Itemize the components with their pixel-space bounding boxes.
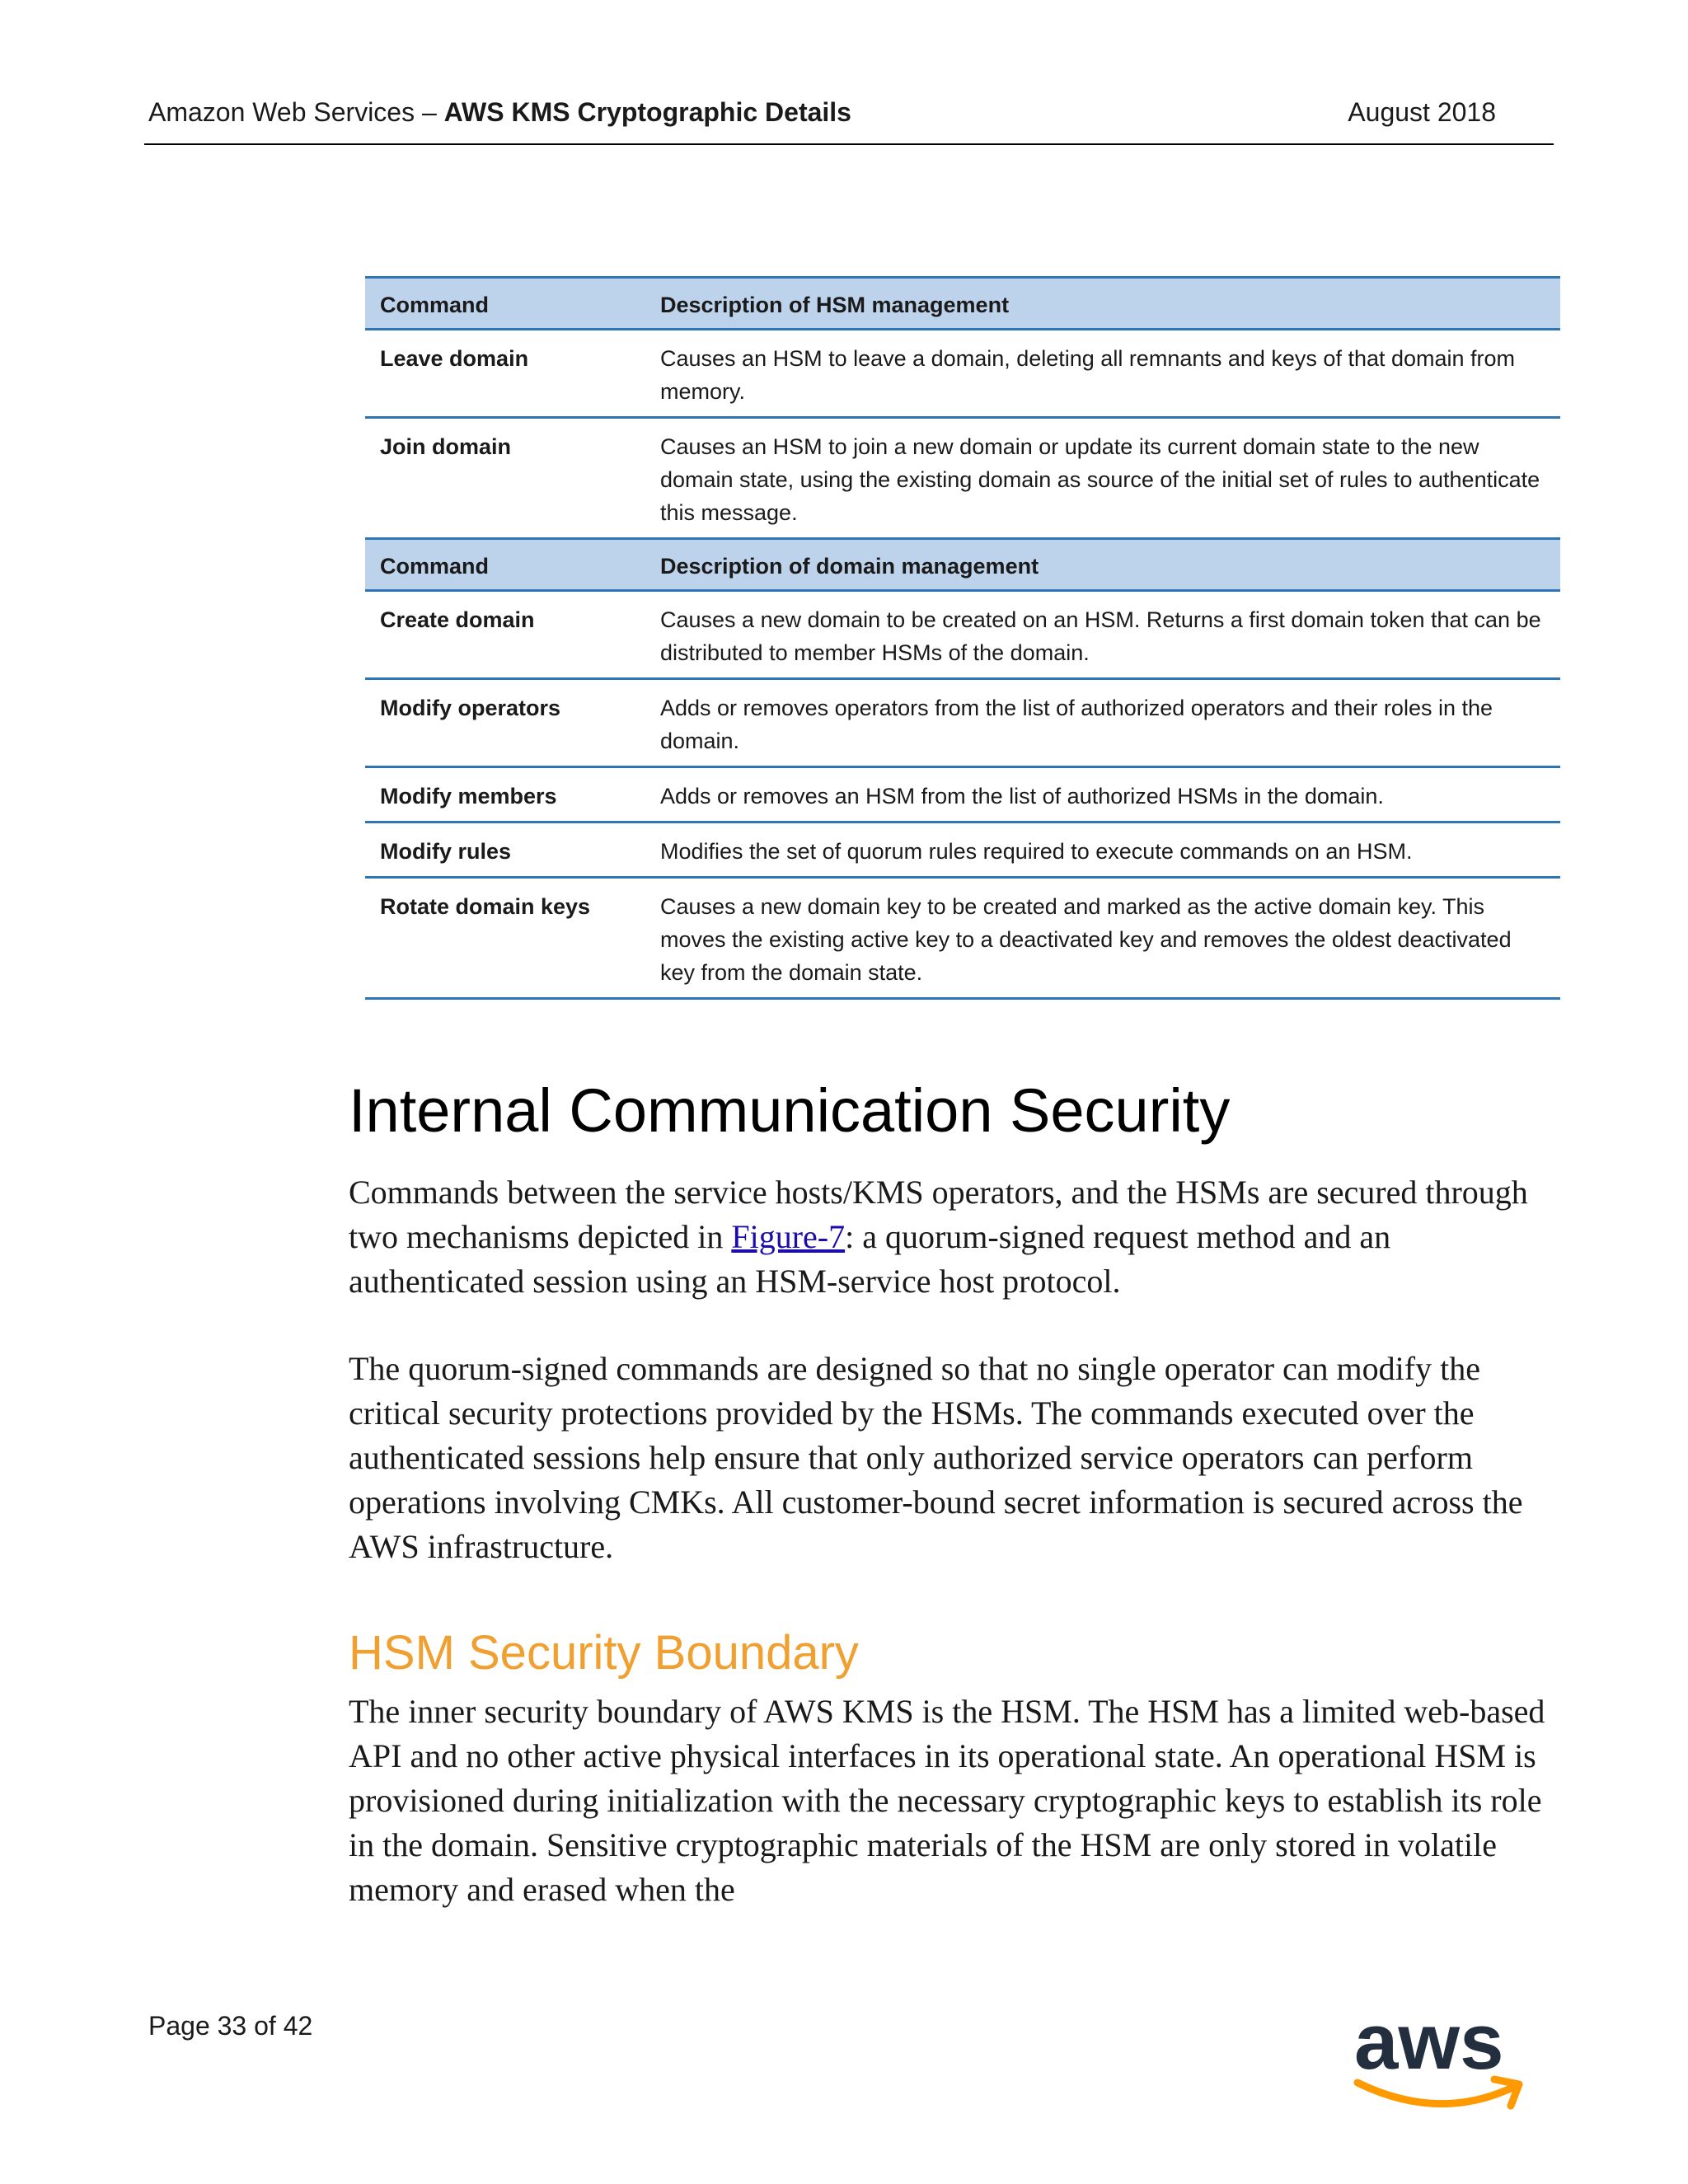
table-row [365,418,1560,539]
aws-smile-logo [1348,1990,1537,2114]
description-cell: Adds or removes operators from the list of authorized operators and their roles in the domain. [645,679,1560,767]
document-title: Amazon Web Services – AWS KMS Cryptographic Details [148,97,851,127]
commands-table [365,276,1560,1000]
description-cell: Causes an HSM to join a new domain or update its current domain state to the new domain state, using the existing domain as source of the initial set of rules to authenticate this message. [645,418,1560,539]
column-header-command: Command [365,539,645,591]
command-cell: Modify operators [365,679,645,767]
description-cell: Modifies the set of quorum rules required to execute commands on an HSM. [645,823,1560,878]
command-cell: Modify rules [365,823,645,878]
page-number: Page 33 of 42 [148,2011,313,2041]
column-header-command: Command [365,278,645,330]
command-cell: Join domain [365,418,645,539]
subsection-paragraph-1: The inner security boundary of AWS KMS is the HSM. The HSM has a limited web-based API and no other active physical interfaces in its operational state. An operational HSM is provisioned during initialization with the necessary cryptographic keys to establish its role in the domain. Sensitive cryptographic materials of the HSM are only stored in volatile memory and erased when the [349,1693,1545,1908]
table-row [365,767,1560,823]
page-header [144,92,1554,145]
document-date: August 2018 [1348,97,1496,127]
table-row [365,823,1560,878]
command-cell: Create domain [365,591,645,679]
aws-logo-text: aws [1354,1998,1504,2086]
table-row [365,679,1560,767]
column-header-description: Description of HSM management [645,278,1560,330]
description-cell: Causes a new domain to be created on an HSM. Returns a first domain token that can be distributed to member HSMs of the domain. [645,591,1560,679]
column-header-description: Description of domain management [645,539,1560,591]
description-cell: Causes a new domain key to be created and marked as the active domain key. This moves the existing active key to a deactivated key and removes the oldest deactivated key from the domain state. [645,878,1560,999]
table-row [365,591,1560,679]
description-cell: Adds or removes an HSM from the list of authorized HSMs in the domain. [645,767,1560,823]
table-header-hsm [365,278,1560,330]
table-row [365,330,1560,418]
section-paragraph-2: The quorum-signed commands are designed so that no single operator can modify the critical security protections provided by the HSMs. The commands executed over the authenticated sessions help ensure that only authorized service operators can perform operations involving CMKs. All customer-bound secret information is secured across the AWS infrastructure. [349,1350,1523,1565]
table-row [365,878,1560,999]
subsection-heading: HSM Security Boundary [349,1626,859,1680]
document-title-bold: AWS KMS Cryptographic Details [443,97,851,127]
figure-7-link[interactable]: Figure-7 [731,1218,846,1255]
command-cell: Leave domain [365,330,645,418]
command-cell: Modify members [365,767,645,823]
section-paragraph-1: Commands between the service hosts/KMS operators, and the HSMs are secured through two mechanisms depicted in Figure-7: a quorum-signed request method and an authenticated session using an HSM-service host protocol. [349,1174,1528,1300]
command-cell: Rotate domain keys [365,878,645,999]
table-header-domain [365,539,1560,591]
section-heading: Internal Communication Security [349,1076,1231,1145]
description-cell: Causes an HSM to leave a domain, deleting all remnants and keys of that domain from memory. [645,330,1560,418]
